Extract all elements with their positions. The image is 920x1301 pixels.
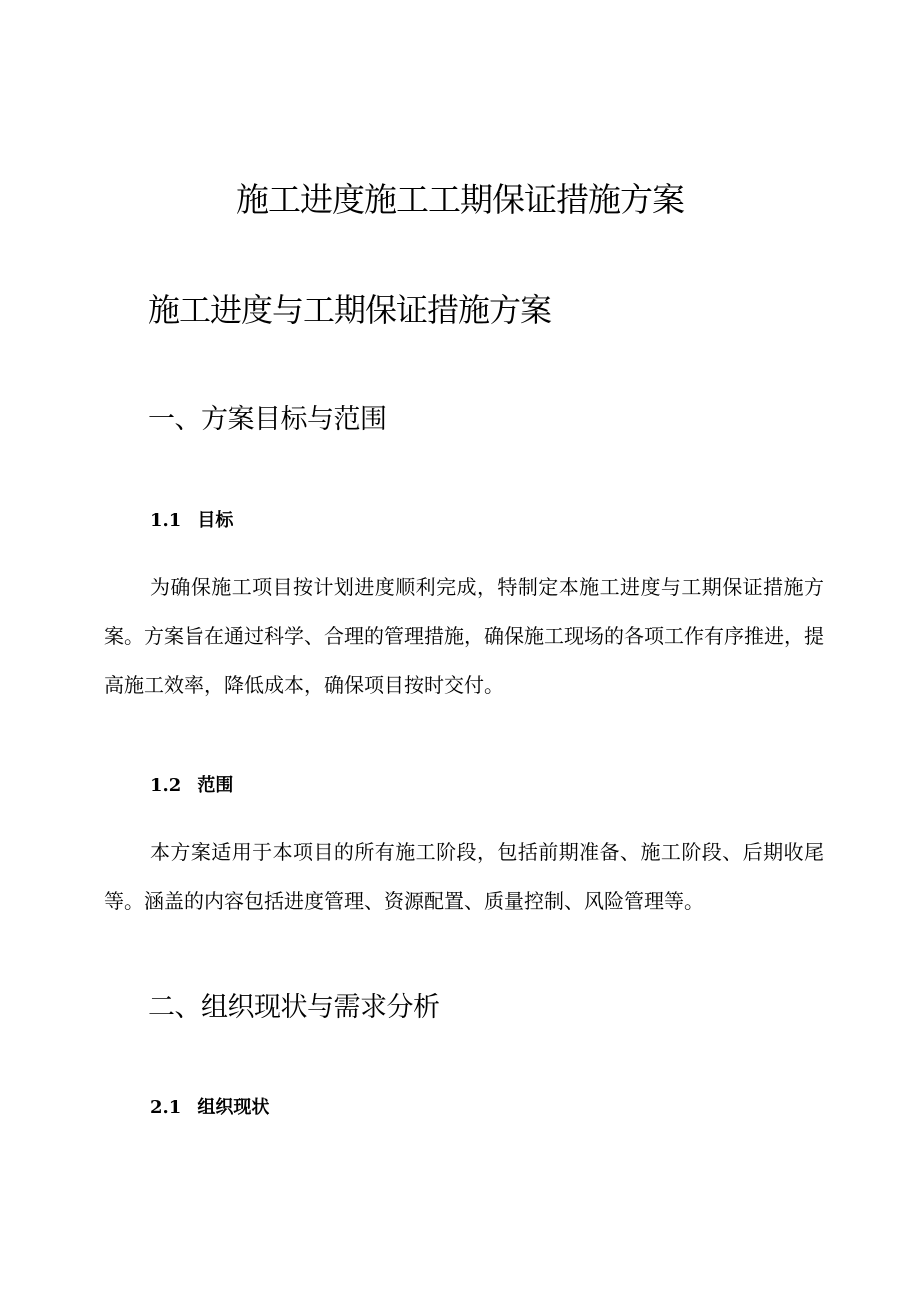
section-heading-1: 一、方案目标与范围: [148, 404, 387, 435]
paragraph-goal: 为确保施工项目按计划进度顺利完成，特制定本施工进度与工期保证措施方案。方案旨在通过科学、合理的管理措施，确保施工现场的各项工作有序推进，提高施工效率，降低成本，确保项目按时交付。: [104, 575, 824, 697]
subsection-heading-1-2: [150, 772, 790, 800]
document-title: 施工进度施工工期保证措施方案: [236, 180, 684, 219]
subsection-heading-2-1: [150, 1094, 790, 1122]
subsection-number: 1.1: [150, 510, 182, 531]
subsection-number: 2.1: [150, 1097, 182, 1118]
paragraph-scope: 本方案适用于本项目的所有施工阶段，包括前期准备、施工阶段、后期收尾等。涵盖的内容包括进度管理、资源配置、质量控制、风险管理等。: [104, 840, 824, 913]
subsection-title: 目标: [197, 510, 234, 531]
document-subtitle: 施工进度与工期保证措施方案: [148, 291, 552, 329]
subsection-heading-1-1: [150, 507, 790, 535]
subsection-title: 组织现状: [197, 1097, 270, 1118]
subsection-title: 范围: [197, 775, 234, 796]
section-heading-2: 二、组织现状与需求分析: [148, 992, 440, 1023]
subsection-number: 1.2: [150, 775, 182, 796]
